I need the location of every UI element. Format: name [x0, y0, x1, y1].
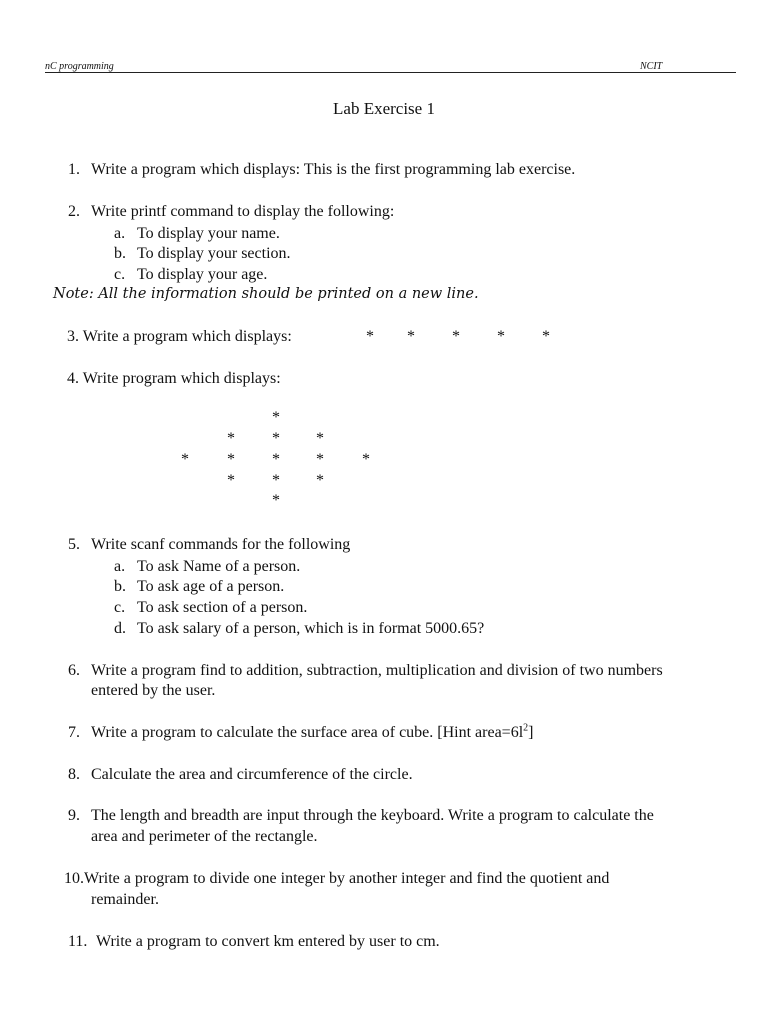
q4-star: *: [227, 472, 235, 489]
q4-text: 4. Write program which displays:: [67, 370, 281, 387]
q3-star: *: [407, 328, 415, 345]
q2-note: Note: All the information should be printed on a new line.: [53, 286, 479, 302]
q2-item-letter: a.: [114, 225, 126, 242]
header-divider: [45, 72, 736, 73]
q4-star: *: [316, 451, 324, 468]
q5-item-letter: a.: [114, 558, 126, 575]
q9-text-line1: The length and breadth are input through the keyboard. Write a program to calculate the: [91, 807, 654, 824]
q7-text-tail: ]: [528, 724, 534, 741]
q4-star: *: [181, 451, 189, 468]
q8-number: 8.: [68, 766, 80, 783]
q5-item-letter: d.: [114, 620, 126, 637]
q10-text-line2: remainder.: [91, 891, 159, 908]
q4-star: *: [316, 472, 324, 489]
q11-number: 11.: [68, 933, 88, 950]
q5-item-text: To ask salary of a person, which is in format 5000.65?: [137, 620, 485, 637]
page-title: Lab Exercise 1: [333, 99, 435, 118]
q4-star: *: [272, 430, 280, 447]
q4-star: *: [272, 492, 280, 509]
q10-text-line1: 10.Write a program to divide one integer by another integer and find the quotient and: [64, 870, 610, 887]
q3-star: *: [497, 328, 505, 345]
q4-star: *: [227, 430, 235, 447]
q9-number: 9.: [68, 807, 80, 824]
q4-star: *: [362, 451, 370, 468]
q7-text: [91, 723, 533, 743]
q5-item-text: To ask Name of a person.: [137, 558, 301, 575]
q9-text-line2: area and perimeter of the rectangle.: [91, 828, 318, 845]
q5-item-text: To ask age of a person.: [137, 578, 285, 595]
q5-item-text: To ask section of a person.: [137, 599, 308, 616]
q2-item-letter: b.: [114, 245, 126, 262]
q4-star: *: [272, 451, 280, 468]
q3-star: *: [452, 328, 460, 345]
q4-star: *: [227, 451, 235, 468]
q4-star: *: [272, 409, 280, 426]
q5-text: Write scanf commands for the following: [91, 536, 351, 553]
header-institute: NCIT: [640, 61, 663, 72]
q3-star: *: [542, 328, 550, 345]
q2-item-text: To display your age.: [137, 266, 268, 283]
q2-text: Write printf command to display the following:: [91, 203, 395, 220]
q2-item-letter: c.: [114, 266, 126, 283]
q1-text: Write a program which displays: This is the first programming lab exercise.: [91, 161, 576, 178]
q6-number: 6.: [68, 662, 80, 679]
q4-star: *: [272, 472, 280, 489]
q8-text: Calculate the area and circumference of the circle.: [91, 766, 413, 783]
q3-star: *: [366, 328, 374, 345]
q11-text: Write a program to convert km entered by user to cm.: [96, 933, 440, 950]
q2-item-text: To display your name.: [137, 225, 280, 242]
q6-text-line1: Write a program find to addition, subtraction, multiplication and division of two numbers: [91, 662, 663, 679]
q6-text-line2: entered by the user.: [91, 682, 216, 699]
header-course: nC programming: [45, 61, 114, 72]
q7-number: 7.: [68, 724, 80, 741]
q5-number: 5.: [68, 536, 80, 553]
q3-text: 3. Write a program which displays:: [67, 328, 292, 345]
q2-item-text: To display your section.: [137, 245, 291, 262]
q5-item-letter: c.: [114, 599, 126, 616]
q1-number: 1.: [68, 161, 80, 178]
q2-number: 2.: [68, 203, 80, 220]
q7-superscript: 2: [523, 722, 529, 734]
q4-star: *: [316, 430, 324, 447]
q5-item-letter: b.: [114, 578, 126, 595]
q7-text-main: Write a program to calculate the surface area of cube. [Hint area=6l: [91, 724, 524, 741]
